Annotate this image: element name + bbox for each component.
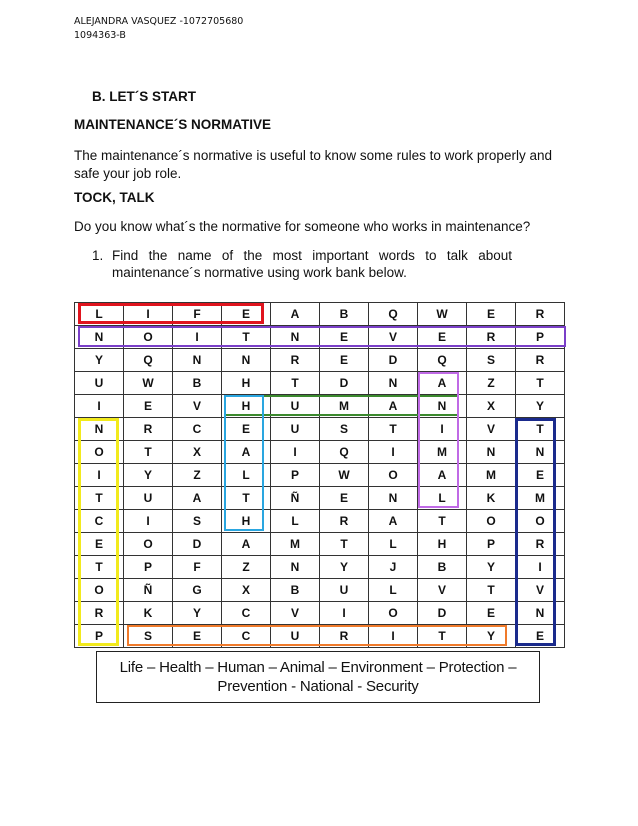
word-search-grid	[74, 302, 565, 648]
grid-cell: I	[124, 303, 173, 326]
grid-row	[75, 372, 565, 395]
intro-paragraph: The maintenance´s normative is useful to know some rules to work properly and safe your job role.	[74, 148, 552, 181]
highlight-life	[78, 303, 264, 324]
grid-cell: A	[271, 303, 320, 326]
grid-cell: R	[516, 349, 565, 372]
grid-cell: L	[418, 487, 467, 510]
instruction-number: 1.	[92, 248, 104, 263]
grid-cell: X	[222, 579, 271, 602]
grid-row	[75, 602, 565, 625]
word-bank-box	[96, 651, 540, 703]
grid-cell: V	[173, 395, 222, 418]
grid-cell: A	[369, 395, 418, 418]
grid-cell: Y	[467, 556, 516, 579]
grid-cell: T	[222, 326, 271, 349]
grid-cell: Y	[75, 349, 124, 372]
grid-cell: P	[516, 326, 565, 349]
grid-cell: R	[516, 303, 565, 326]
grid-cell: T	[467, 579, 516, 602]
grid-cell: I	[369, 625, 418, 648]
grid-cell: M	[418, 441, 467, 464]
grid-cell: Q	[124, 349, 173, 372]
grid-cell: X	[467, 395, 516, 418]
grid-cell: I	[173, 326, 222, 349]
grid-cell: I	[75, 395, 124, 418]
highlight-health	[224, 395, 265, 531]
grid-cell: L	[271, 510, 320, 533]
grid-cell: Q	[418, 349, 467, 372]
grid-cell: N	[516, 441, 565, 464]
grid-cell: B	[173, 372, 222, 395]
grid-cell: C	[173, 418, 222, 441]
grid-cell: T	[320, 533, 369, 556]
grid-cell: A	[369, 510, 418, 533]
grid-cell: S	[467, 349, 516, 372]
grid-row	[75, 579, 565, 602]
grid-cell: A	[173, 487, 222, 510]
grid-row	[75, 487, 565, 510]
grid-cell: T	[75, 487, 124, 510]
grid-cell: E	[75, 533, 124, 556]
grid-row	[75, 556, 565, 579]
grid-cell: K	[467, 487, 516, 510]
grid-cell: N	[173, 349, 222, 372]
subtitle: MAINTENANCE´S NORMATIVE	[74, 117, 271, 132]
grid-cell: E	[222, 303, 271, 326]
grid-cell: N	[222, 349, 271, 372]
grid-cell: A	[222, 441, 271, 464]
highlight-animal	[418, 372, 459, 508]
grid-cell: A	[222, 533, 271, 556]
grid-cell: N	[271, 556, 320, 579]
grid-row	[75, 441, 565, 464]
grid-cell: A	[418, 464, 467, 487]
grid-cell: M	[467, 464, 516, 487]
grid-cell: Y	[173, 602, 222, 625]
grid-cell: V	[467, 418, 516, 441]
grid-cell: R	[124, 418, 173, 441]
grid-cell: D	[418, 602, 467, 625]
grid-cell: M	[516, 487, 565, 510]
grid-cell: Z	[222, 556, 271, 579]
grid-cell: U	[320, 579, 369, 602]
grid-row	[75, 464, 565, 487]
grid-cell: D	[320, 372, 369, 395]
grid-cell: V	[369, 326, 418, 349]
grid-cell: V	[271, 602, 320, 625]
grid-cell: I	[124, 510, 173, 533]
grid-cell: Ñ	[124, 579, 173, 602]
grid-cell: C	[222, 625, 271, 648]
grid-cell: O	[75, 579, 124, 602]
instruction-text: Find the name of the most important words to talk about maintenance´s normative using work bank below.	[112, 248, 512, 280]
grid-cell: N	[75, 418, 124, 441]
grid-cell: S	[320, 418, 369, 441]
grid-cell: T	[124, 441, 173, 464]
document-header	[74, 15, 243, 43]
grid-row	[75, 418, 565, 441]
grid-cell: N	[516, 602, 565, 625]
grid-cell: N	[75, 326, 124, 349]
grid-cell: M	[271, 533, 320, 556]
grid-cell: T	[418, 510, 467, 533]
grid-cell: I	[75, 464, 124, 487]
grid-cell: U	[271, 418, 320, 441]
section-title: B. LET´S START	[92, 89, 196, 104]
grid-cell: L	[222, 464, 271, 487]
grid-cell: B	[271, 579, 320, 602]
grid-cell: O	[75, 441, 124, 464]
grid-cell: L	[75, 303, 124, 326]
grid-cell: D	[173, 533, 222, 556]
grid-cell: H	[418, 533, 467, 556]
grid-cell: U	[271, 625, 320, 648]
grid-cell: U	[124, 487, 173, 510]
grid-cell: H	[222, 510, 271, 533]
grid-cell: E	[467, 602, 516, 625]
grid-cell: W	[124, 372, 173, 395]
grid-cell: I	[516, 556, 565, 579]
grid-cell: O	[369, 464, 418, 487]
grid-cell: R	[320, 625, 369, 648]
grid-cell: I	[369, 441, 418, 464]
grid-cell: T	[418, 625, 467, 648]
grid-cell: V	[418, 579, 467, 602]
grid-cell: S	[173, 510, 222, 533]
grid-cell: W	[320, 464, 369, 487]
word-bank-line-1: Life – Health – Human – Animal – Environment – Protection –	[119, 659, 517, 676]
grid-cell: X	[173, 441, 222, 464]
grid-cell: A	[418, 372, 467, 395]
highlight-security	[127, 625, 508, 646]
grid-cell: J	[369, 556, 418, 579]
grid-cell: H	[222, 395, 271, 418]
grid-cell: Z	[467, 372, 516, 395]
grid-cell: Y	[516, 395, 565, 418]
word-bank-line-2: Prevention - National - Security	[217, 678, 419, 695]
grid-cell: N	[271, 326, 320, 349]
grid-cell: O	[516, 510, 565, 533]
grid-cell: P	[75, 625, 124, 648]
grid-cell: E	[516, 464, 565, 487]
grid-cell: I	[271, 441, 320, 464]
instruction-item	[92, 247, 512, 281]
grid-row	[75, 510, 565, 533]
grid-cell: N	[467, 441, 516, 464]
grid-cell: T	[222, 487, 271, 510]
grid-cell: T	[75, 556, 124, 579]
grid-cell: N	[418, 395, 467, 418]
grid-cell: B	[320, 303, 369, 326]
grid-cell: B	[418, 556, 467, 579]
grid-cell: R	[467, 326, 516, 349]
grid-cell: L	[369, 579, 418, 602]
grid-cell: P	[271, 464, 320, 487]
grid-cell: E	[418, 326, 467, 349]
grid-cell: E	[222, 418, 271, 441]
grid-cell: E	[516, 625, 565, 648]
grid-cell: E	[124, 395, 173, 418]
highlight-environment	[515, 418, 556, 646]
highlight-prevention	[78, 326, 566, 347]
grid-cell: T	[369, 418, 418, 441]
grid-cell: E	[320, 487, 369, 510]
grid-cell: R	[75, 602, 124, 625]
grid-cell: W	[418, 303, 467, 326]
grid-cell: Ñ	[271, 487, 320, 510]
grid-cell: R	[516, 533, 565, 556]
grid-cell: P	[124, 556, 173, 579]
grid-cell: Q	[369, 303, 418, 326]
grid-cell: R	[271, 349, 320, 372]
grid-cell: I	[320, 602, 369, 625]
grid-cell: F	[173, 303, 222, 326]
grid-cell: N	[369, 372, 418, 395]
grid-cell: P	[467, 533, 516, 556]
grid-cell: T	[516, 372, 565, 395]
grid-cell: E	[467, 303, 516, 326]
grid-cell: I	[418, 418, 467, 441]
grid-cell: Z	[173, 464, 222, 487]
grid-cell: E	[320, 326, 369, 349]
grid-cell: T	[271, 372, 320, 395]
grid-cell: F	[173, 556, 222, 579]
grid-cell: Y	[320, 556, 369, 579]
grid-cell: Q	[320, 441, 369, 464]
grid-cell: Y	[467, 625, 516, 648]
grid-cell: R	[320, 510, 369, 533]
grid-cell: E	[320, 349, 369, 372]
grid-cell: G	[173, 579, 222, 602]
tock-talk-heading: TOCK, TALK	[74, 190, 155, 205]
grid-cell: U	[271, 395, 320, 418]
grid-cell: S	[124, 625, 173, 648]
grid-cell: L	[369, 533, 418, 556]
code-line: 1094363-B	[74, 30, 126, 41]
grid-cell: U	[75, 372, 124, 395]
grid-cell: O	[369, 602, 418, 625]
grid-cell: T	[516, 418, 565, 441]
question-text: Do you know what´s the normative for someone who works in maintenance?	[74, 219, 531, 234]
author-line: ALEJANDRA VASQUEZ -1072705680	[74, 16, 244, 27]
grid-cell: H	[222, 372, 271, 395]
grid-cell: O	[124, 533, 173, 556]
grid-cell: O	[467, 510, 516, 533]
highlight-protection	[78, 418, 119, 646]
grid-cell: D	[369, 349, 418, 372]
grid-cell: N	[369, 487, 418, 510]
grid-cell: K	[124, 602, 173, 625]
grid-cell: M	[320, 395, 369, 418]
grid-cell: V	[516, 579, 565, 602]
grid-cell: O	[124, 326, 173, 349]
grid-cell: C	[222, 602, 271, 625]
grid-cell: C	[75, 510, 124, 533]
grid-row	[75, 349, 565, 372]
grid-cell: E	[173, 625, 222, 648]
grid-row	[75, 533, 565, 556]
grid-cell: Y	[124, 464, 173, 487]
